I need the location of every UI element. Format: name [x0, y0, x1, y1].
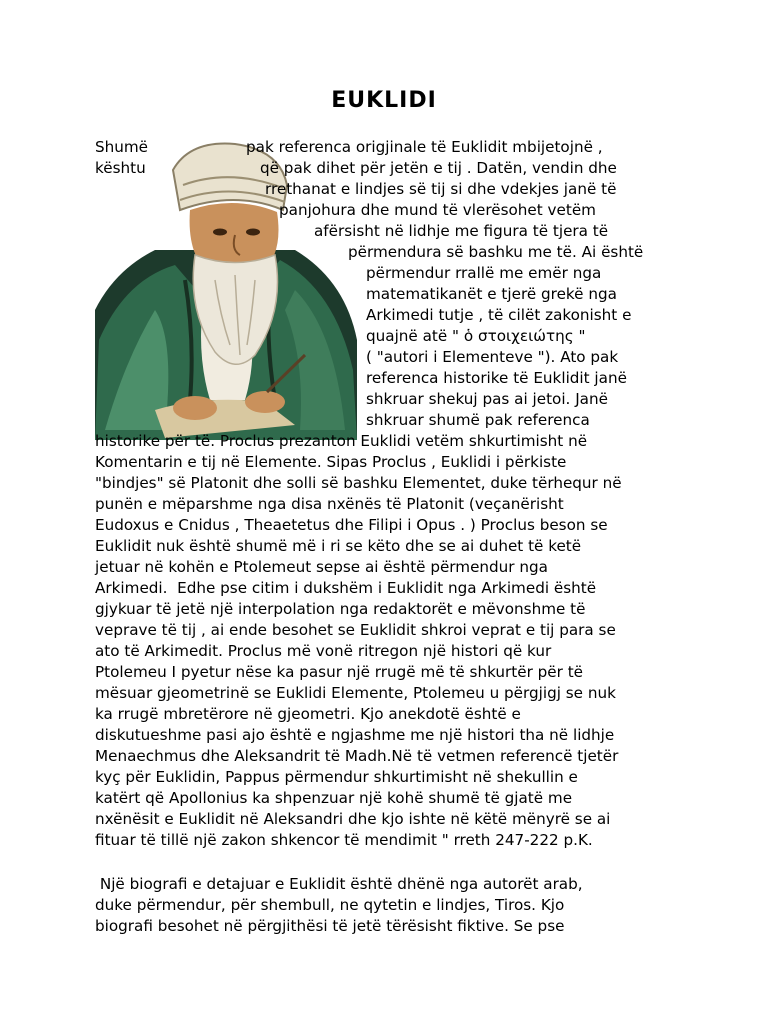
- text-line: matematikanët e tjerë grekë nga: [366, 285, 617, 303]
- text-line: fituar të tillë një zakon shkencor të mendimit " rreth 247-222 p.K.: [95, 831, 593, 849]
- text-line: gjykuar të jetë një interpolation nga redaktorët e mëvonshme të: [95, 600, 586, 618]
- text-line: panjohura dhe mund të vlerësohet vetëm: [279, 201, 596, 219]
- text-line: "bindjes" së Platonit dhe solli së bashku Elementet, duke tërhequr në: [95, 474, 622, 492]
- text-line: veprave të tij , ai ende besohet se Euklidit shkroi veprat e tij para se: [95, 621, 616, 639]
- text-line: diskutueshme pasi ajo është e ngjashme me një histori tha në lidhje: [95, 726, 615, 744]
- text-line: Euklidit nuk është shumë më i ri se këto dhe se ai duhet të ketë: [95, 537, 582, 555]
- text-line: që pak dihet për jetën e tij . Datën, vendin dhe: [260, 159, 617, 177]
- text-line: duke përmendur, për shembull, ne qytetin e lindjes, Tiros. Kjo: [95, 896, 565, 914]
- text-line: punën e mëparshme nga disa nxënës të Platonit (veçanërisht: [95, 495, 564, 513]
- text-line: kyç për Euklidin, Pappus përmendur shkurtimisht në shekullin e: [95, 768, 578, 786]
- text-line: Eudoxus e Cnidus , Theaetetus dhe Filipi i Opus . ) Proclus beson se: [95, 516, 608, 534]
- text-line: Komentarin e tij në Elemente. Sipas Proclus , Euklidi i përkiste: [95, 453, 567, 471]
- text-line: shkruar shumë pak referenca: [366, 411, 590, 429]
- text-line: nxënësit e Euklidit në Aleksandri dhe kjo ishte në këtë mënyrë se ai: [95, 810, 611, 828]
- text-line: Arkimedi. Edhe pse citim i dukshëm i Euklidit nga Arkimedi është: [95, 579, 597, 597]
- text-line: rrethanat e lindjes së tij si dhe vdekjes janë të: [265, 180, 617, 198]
- text-line: referenca historike të Euklidit janë: [366, 369, 627, 387]
- text-line: Menaechmus dhe Aleksandrit të Madh.Në të vetmen referencë tjetër: [95, 747, 619, 765]
- text-line: pak referenca origjinale të Euklidit mbijetojnë ,: [246, 138, 603, 156]
- text-line: Arkimedi tutje , të cilët zakonisht e: [366, 306, 632, 324]
- text-line: katërt që Apollonius ka shpenzuar një kohë shumë të gjatë me: [95, 789, 573, 807]
- text-line: biografi besohet në përgjithësi të jetë tërësisht fiktive. Se pse: [95, 917, 565, 935]
- text-line: ato të Arkimedit. Proclus më vonë ritregon një histori që kur: [95, 642, 552, 660]
- text-line: Shumë: [95, 138, 149, 156]
- text-line: kështu: [95, 159, 146, 177]
- text-line: përmendur rrallë me emër nga: [366, 264, 602, 282]
- text-line: quajnë atë " ὁ στοιχειώτης ": [366, 327, 586, 345]
- text-line: përmendura së bashku me të. Ai është: [348, 243, 644, 261]
- text-line: historike për të. Proclus prezanton Euklidi vetëm shkurtimisht në: [95, 432, 588, 450]
- text-line: ( "autori i Elementeve "). Ato pak: [366, 348, 619, 366]
- page-title: EUKLIDI: [331, 88, 437, 113]
- text-line: ka rrugë mbretërore në gjeometri. Kjo anekdotë është e: [95, 705, 521, 723]
- text-line: mësuar gjeometrinë se Euklidi Elemente, Ptolemeu u përgjigj se nuk: [95, 684, 616, 702]
- text-line: shkruar shekuj pas ai jetoi. Janë: [366, 390, 608, 408]
- text-line: afërsisht në lidhje me figura të tjera të: [314, 222, 609, 240]
- text-line: Ptolemeu I pyetur nëse ka pasur një rrugë më të shkurtër për të: [95, 663, 583, 681]
- text-line: Një biografi e detajuar e Euklidit është dhënë nga autorët arab,: [95, 875, 583, 893]
- text-line: jetuar në kohën e Ptolemeut sepse ai është përmendur nga: [95, 558, 548, 576]
